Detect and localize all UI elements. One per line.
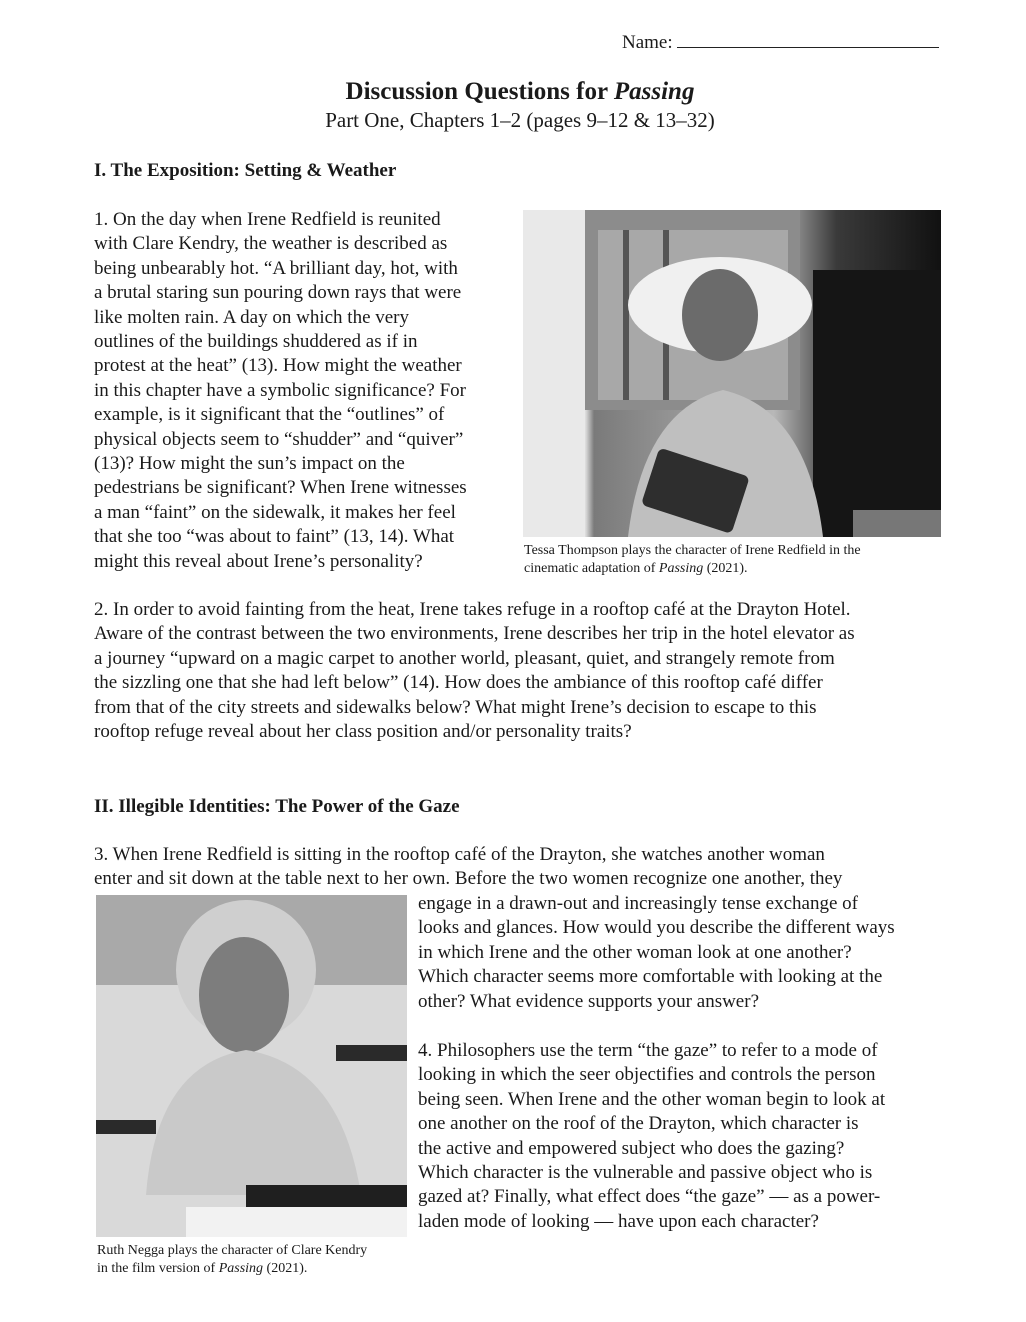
question-3-continued: engage in a drawn-out and increasingly tense exchange of looks and glances. How would you describe the different ways in which Irene and the other woman look at one another? Which character seems more comfortable with looking at the other? What evidence supports your answer? [418,893,895,1012]
title-book-name: Passing [613,78,695,105]
question-1: 1. On the day when Irene Redfield is reunited with Clare Kendry, the weather is described as being unbearably hot. “A brilliant day, hot, with a brutal staring sun pouring down rays that were like molten rain. A day on which the very outlines of the buildings shuddered as if in protest at the heat” (13). How might the weather in this chapter have a symbolic significance? For example, is it significant that the “outlines” of physical objects seem to “shudder” and “quiver” (13)? How might the sun’s impact on the pedestrians be significant? When Irene witnesses a man “faint” on the sidewalk, it makes her feel that she too “was about to faint” (13, 14). What might this reveal about Irene’s personality? [94,209,467,572]
section-heading-2: II. Illegible Identities: The Power of the Gaze [94,796,460,817]
name-blank-line[interactable] [677,31,939,48]
page-title: Discussion Questions for Passing [345,78,695,105]
section-heading-1: I. The Exposition: Setting & Weather [94,160,397,181]
name-field[interactable] [622,31,939,54]
question-2: 2. In order to avoid fainting from the heat, Irene takes refuge in a rooftop café at the Drayton Hotel. Aware of the contrast between the two environments, Irene describes her trip in the hotel elevator as a journey “upward on a magic carpet to another world, pleasant, quiet, and strangely remote from the sizzling one that she had left below” (14). How does the ambiance of this rooftop café differ from that of the city streets and sidewalks below? What might Irene’s decision to escape to this rooftop refuge reveal about her class position and/or personality traits? [94,599,855,743]
question-4: 4. Philosophers use the term “the gaze” to refer to a mode of looking in which the seer objectifies and controls the person being seen. When Irene and the other woman begin to look at one another on the roof of the Drayton, which character is the active and empowered subject who does the gazing? Which character is the vulnerable and passive object who is gazed at? Finally, what effect does “the gaze” — as a power- laden mode of looking — have upon each character? [418,1040,886,1232]
page-subtitle: Part One, Chapters 1–2 (pages 9–12 & 13–32) [325,108,715,132]
photo-illustration-icon [523,210,941,537]
figure-caption-2: Ruth Negga plays the character of Clare Kendry in the film version of Passing (2021). [97,1243,368,1276]
clare-kendry-photo [96,895,407,1237]
figure-caption-1: Tessa Thompson plays the character of Irene Redfield in the cinematic adaptation of Passing (2021). [524,543,861,576]
name-label: Name: [622,32,673,53]
question-3-intro: 3. When Irene Redfield is sitting in the rooftop café of the Drayton, she watches another woman enter and sit down at the table next to her own. Before the two women recognize one another, they [94,844,843,890]
photo-illustration-icon [96,895,407,1237]
irene-redfield-photo [523,210,941,537]
